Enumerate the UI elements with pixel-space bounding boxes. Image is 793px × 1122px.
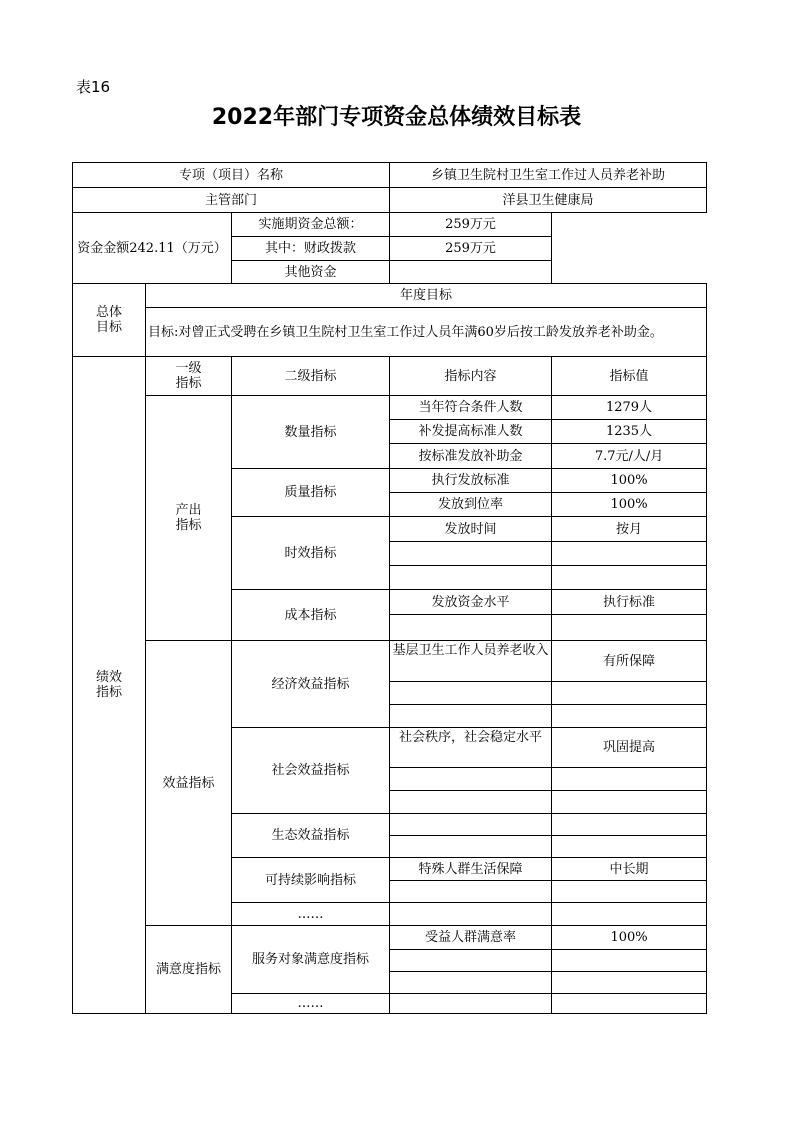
indicator-value: 巩固提高 <box>552 728 707 768</box>
indicator-value: 1235人 <box>552 420 707 444</box>
empty-cell <box>552 682 707 705</box>
empty-cell <box>390 705 552 728</box>
project-name-label: 专项（项目）名称 <box>73 163 390 188</box>
economic-indicator-label: 经济效益指标 <box>232 641 390 728</box>
empty-cell <box>390 814 552 836</box>
content-header: 指标内容 <box>390 357 552 396</box>
indicator-value: 100% <box>552 469 707 493</box>
indicator-content: 受益人群满意率 <box>390 926 552 950</box>
indicator-value: 执行标准 <box>552 590 707 615</box>
performance-indicator-label: 绩效 指标 <box>73 357 146 1014</box>
empty-cell <box>552 903 707 926</box>
total-fund-label: 实施期资金总额： <box>232 213 390 237</box>
empty-cell <box>390 994 552 1014</box>
indicator-content: 当年符合条件人数 <box>390 396 552 420</box>
empty-cell <box>552 814 707 836</box>
empty-cell <box>390 903 552 926</box>
quality-indicator-label: 质量指标 <box>232 469 390 517</box>
service-satisfaction-indicator-label: 服务对象满意度指标 <box>232 926 390 994</box>
document-title: 2022年部门专项资金总体绩效目标表 <box>211 105 582 130</box>
indicator-value: 中长期 <box>552 858 707 881</box>
empty-cell <box>390 566 552 590</box>
indicator-value: 1279人 <box>552 396 707 420</box>
empty-cell <box>390 791 552 814</box>
level1-header: 一级 指标 <box>146 357 232 396</box>
quantity-indicator-label: 数量指标 <box>232 396 390 469</box>
overall-goal-label: 总体 目标 <box>73 284 146 357</box>
empty-cell <box>552 566 707 590</box>
fiscal-fund-value: 259万元 <box>390 237 552 261</box>
indicator-content: 补发提高标准人数 <box>390 420 552 444</box>
department-value: 洋县卫生健康局 <box>390 188 707 213</box>
table-number-label: 表16 <box>76 78 111 96</box>
empty-cell <box>552 972 707 994</box>
indicator-value: 有所保障 <box>552 641 707 682</box>
output-indicator-label: 产出 指标 <box>146 396 232 641</box>
level2-header: 二级指标 <box>232 357 390 396</box>
satisfaction-indicator-label: 满意度指标 <box>146 926 232 1014</box>
indicator-content: 特殊人群生活保障 <box>390 858 552 881</box>
empty-cell <box>552 615 707 641</box>
empty-cell <box>390 972 552 994</box>
empty-cell <box>552 994 707 1014</box>
empty-cell <box>390 881 552 903</box>
social-indicator-label: 社会效益指标 <box>232 728 390 814</box>
indicator-value: 按月 <box>552 517 707 542</box>
cost-indicator-label: 成本指标 <box>232 590 390 641</box>
ecological-indicator-label: 生态效益指标 <box>232 814 390 858</box>
empty-cell <box>552 881 707 903</box>
empty-cell <box>552 836 707 858</box>
department-label: 主管部门 <box>73 188 390 213</box>
empty-cell <box>552 705 707 728</box>
empty-cell <box>390 768 552 791</box>
indicator-content: 发放时间 <box>390 517 552 542</box>
annual-goal-text: 目标:对曾正式受聘在乡镇卫生院村卫生室工作过人员年满60岁后按工龄发放养老补助金。 <box>146 308 707 357</box>
indicator-content: 发放资金水平 <box>390 590 552 615</box>
indicator-value: 100% <box>552 493 707 517</box>
fund-amount-label: 资金金额242.11（万元） <box>73 213 232 284</box>
empty-cell <box>390 615 552 641</box>
indicator-content: 基层卫生工作人员养老收入 <box>390 641 552 682</box>
sustainable-indicator-label: 可持续影响指标 <box>232 858 390 903</box>
empty-cell <box>390 542 552 566</box>
empty-cell <box>390 950 552 972</box>
empty-cell <box>552 791 707 814</box>
indicator-content: 执行发放标准 <box>390 469 552 493</box>
total-fund-value: 259万元 <box>390 213 552 237</box>
indicator-content: 发放到位率 <box>390 493 552 517</box>
more-indicators-ellipsis: …… <box>232 903 390 926</box>
empty-cell <box>552 950 707 972</box>
other-fund-label: 其他资金 <box>232 261 390 284</box>
indicator-value: 7.7元/人/月 <box>552 444 707 469</box>
more-indicators-ellipsis: …… <box>232 994 390 1014</box>
empty-cell <box>552 542 707 566</box>
performance-target-table <box>72 162 707 1014</box>
empty-cell <box>390 836 552 858</box>
annual-goal-header: 年度目标 <box>146 284 707 308</box>
timeliness-indicator-label: 时效指标 <box>232 517 390 590</box>
empty-cell <box>552 768 707 791</box>
indicator-content: 社会秩序，社会稳定水平 <box>390 728 552 768</box>
indicator-content: 按标准发放补助金 <box>390 444 552 469</box>
value-header: 指标值 <box>552 357 707 396</box>
benefit-indicator-label: 效益指标 <box>146 641 232 926</box>
fiscal-fund-label: 其中：财政拨款 <box>232 237 390 261</box>
other-fund-value <box>390 261 552 284</box>
indicator-value: 100% <box>552 926 707 950</box>
empty-cell <box>390 682 552 705</box>
project-name-value: 乡镇卫生院村卫生室工作过人员养老补助 <box>390 163 707 188</box>
